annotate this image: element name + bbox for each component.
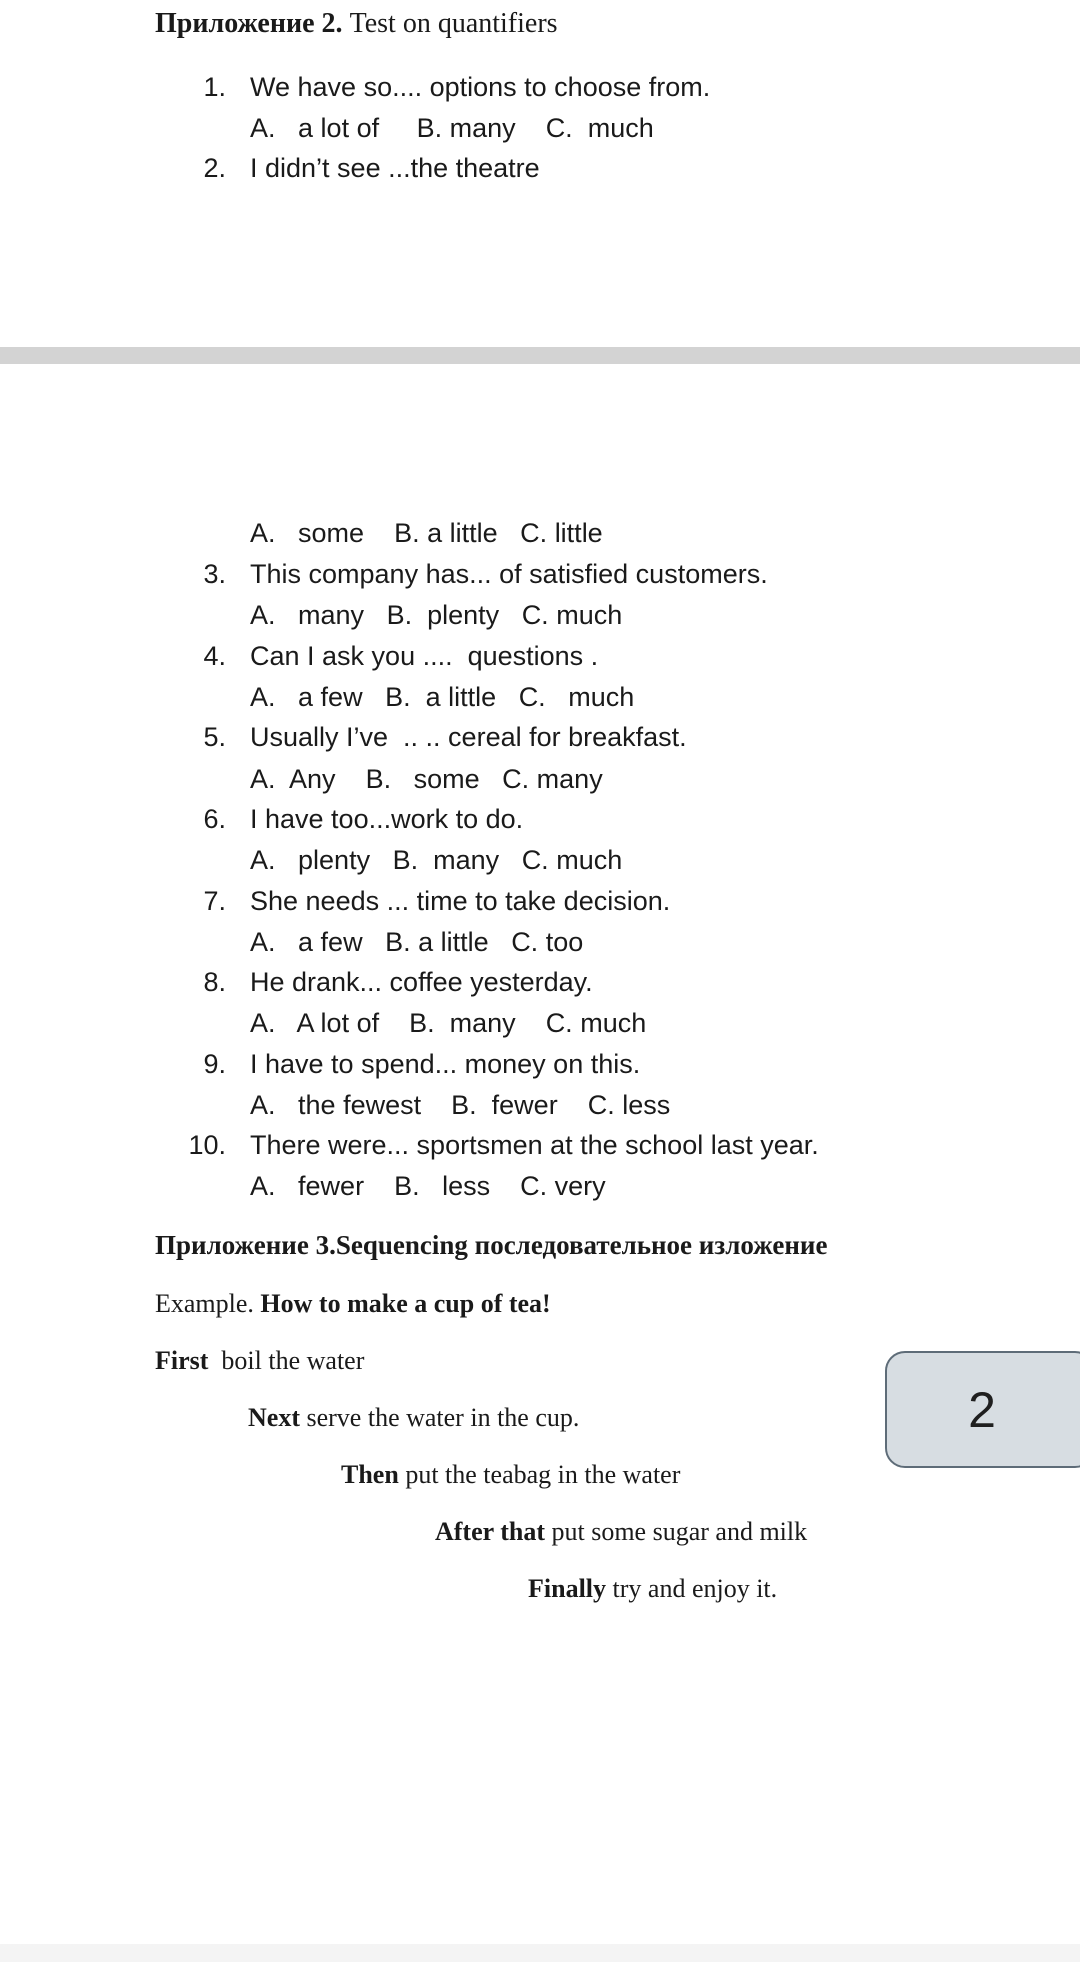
sequence-step-finally [528,1574,777,1604]
question-text: This company has... of satisfied customers. [250,559,768,589]
option-letter: C. [545,113,573,143]
question-number: 7. [203,886,226,916]
question-number: 6. [203,804,226,834]
sequence-text: put the teabag in the water [405,1460,681,1489]
question-number: 1. [203,72,226,102]
appendix-3-title: Приложение 3.Sequencing последовательное изложение [155,1230,828,1260]
option-letter: A. [250,518,276,548]
appendix-2-label: Приложение 2. [155,8,343,39]
answer-options [250,845,622,876]
option-letter: A. [250,600,276,630]
answer-options [250,1090,670,1121]
example-title: How to make a cup of tea! [260,1289,551,1318]
option-text: a few [298,682,363,712]
question-text: I have too...work to do. [250,804,524,834]
option-text: many [449,1008,516,1038]
option-text: less [442,1171,491,1201]
example-heading [155,1289,551,1319]
option-letter: B. [416,113,443,143]
option-text: many [449,113,516,143]
answer-options [250,518,603,549]
question-number: 4. [203,641,226,671]
option-letter: A. [250,1171,276,1201]
option-text: much [587,113,654,143]
sequence-step-after-that [435,1517,807,1547]
option-text: many [298,600,365,630]
option-letter: A. [250,113,276,143]
option-letter: A. [250,1008,276,1038]
option-letter: B. [385,682,411,712]
sequence-step-next [248,1403,579,1433]
option-letter: C. [518,682,546,712]
question-text: We have so.... options to choose from. [250,72,711,102]
answer-options [250,927,583,958]
sequence-text: try and enjoy it. [612,1574,778,1603]
question-number: 10. [188,1130,226,1160]
question-number: 8. [203,967,226,997]
option-text: a little [425,682,497,712]
option-text: plenty [427,600,500,630]
option-letter: C. [520,1171,548,1201]
sequence-step-then [341,1460,680,1490]
page-break-divider [0,347,1080,364]
answer-options [250,113,654,144]
option-letter: C. [511,927,539,957]
answer-options [250,1171,606,1202]
option-letter: C. [520,518,548,548]
option-letter: B. [365,764,392,794]
option-letter: B. [409,1008,435,1038]
option-text: A lot of [296,1008,380,1038]
option-text: many [433,845,500,875]
option-letter: B. [386,600,413,630]
option-letter: A. [250,1090,276,1120]
question-text: Can I ask you .... questions . [250,641,599,671]
option-letter: B. [385,927,411,957]
option-letter: B. [394,1171,420,1201]
answer-options [250,682,634,713]
sequence-text: put some sugar and milk [551,1517,808,1546]
answer-options [250,764,603,795]
option-text: much [556,600,623,630]
option-letter: A. [250,927,276,957]
question-text: I have to spend... money on this. [250,1049,641,1079]
bottom-edge [0,1944,1080,1962]
answer-options [250,600,622,631]
option-text: some [298,518,365,548]
question-number: 9. [203,1049,226,1079]
option-letter: B. [394,518,420,548]
option-text: little [554,518,603,548]
option-text: Any [289,764,336,794]
sequence-word: Next [248,1403,300,1432]
sequence-word: Finally [528,1574,607,1603]
option-text: the fewest [298,1090,422,1120]
option-letter: B. [451,1090,477,1120]
option-letter: C. [521,600,549,630]
option-letter: C. [587,1090,615,1120]
option-text: plenty [298,845,371,875]
document-title [155,8,558,40]
sequence-step-first [155,1346,364,1376]
page-number-badge[interactable] [885,1351,1080,1468]
option-text: fewer [298,1171,365,1201]
option-letter: C. [545,1008,573,1038]
option-letter: A. [250,682,276,712]
question-text: Usually I’ve .. .. cereal for breakfast. [250,722,687,752]
option-text: a little [427,518,498,548]
option-letter: C. [502,764,530,794]
option-text: some [413,764,480,794]
question-text: He drank... coffee yesterday. [250,967,593,997]
question-text: There were... sportsmen at the school last year. [250,1130,819,1160]
option-text: a lot of [298,113,380,143]
option-text: too [545,927,584,957]
option-text: very [554,1171,606,1201]
option-letter: B. [392,845,419,875]
option-text: less [622,1090,671,1120]
option-letter: A. [250,764,276,794]
option-text: much [568,682,635,712]
option-text: fewer [491,1090,558,1120]
question-number: 5. [203,722,226,752]
question-number: 2. [203,153,226,183]
appendix-2-subtitle: Test on quantifiers [349,8,558,39]
page-number: 2 [968,1382,996,1438]
example-label: Example. [155,1289,254,1318]
sequence-text: serve the water in the cup. [306,1403,580,1432]
sequence-word: First [155,1346,209,1375]
sequence-word: Then [341,1460,399,1489]
option-text: much [556,845,623,875]
question-text: I didn’t see ...the theatre [250,153,540,183]
question-number: 3. [203,559,226,589]
option-text: a little [418,927,489,957]
answer-options [250,1008,646,1039]
sequence-word: After that [435,1517,545,1546]
sequence-text: boil the water [221,1346,365,1375]
option-letter: C. [521,845,549,875]
option-text: a few [298,927,363,957]
option-letter: A. [250,845,276,875]
option-text: much [580,1008,647,1038]
option-text: many [536,764,603,794]
question-text: She needs ... time to take decision. [250,886,671,916]
